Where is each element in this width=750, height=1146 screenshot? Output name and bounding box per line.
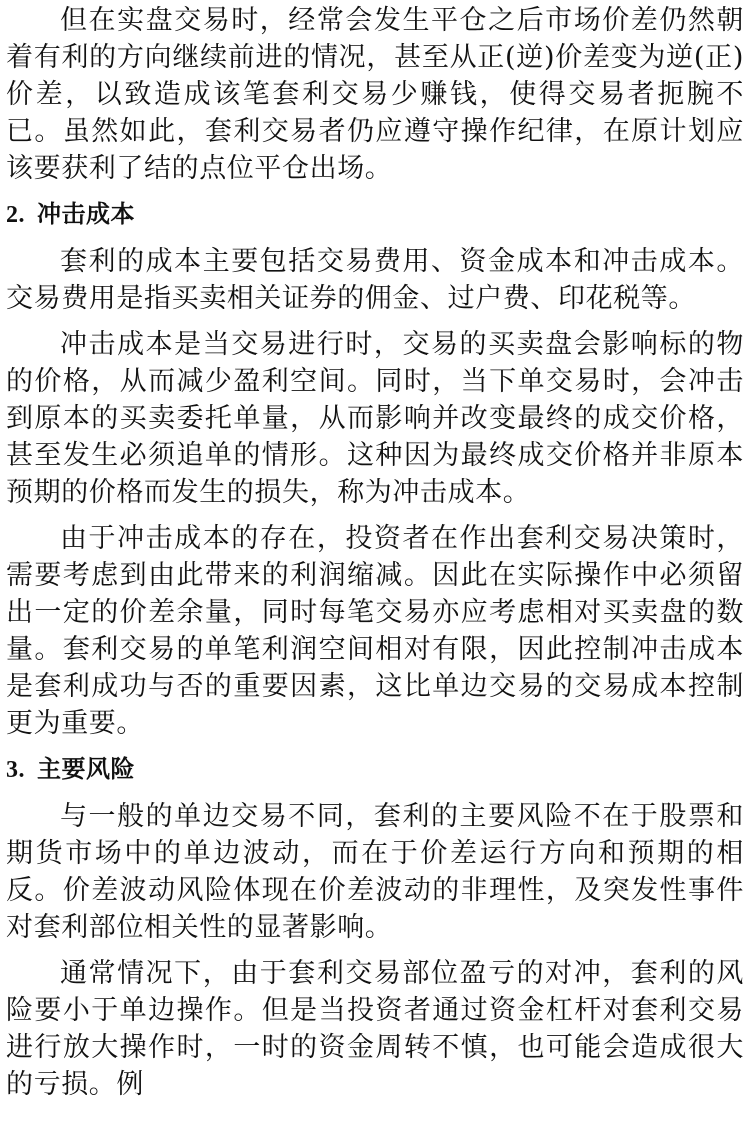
paragraph-spread-risk: 与一般的单边交易不同，套利的主要风险不在于股票和期货市场中的单边波动，而在于价差运行方向和预期的相反。价差波动风险体现在价差波动的非理性，及突发性事件对套利部位相关性的显著影响。 <box>6 801 744 943</box>
section-heading-impact-cost <box>6 196 744 234</box>
paragraph-arbitrage-costs: 套利的成本主要包括交易费用、资金成本和冲击成本。交易费用是指买卖相关证券的佣金、过户费、印花税等。 <box>6 246 744 314</box>
section-title: 冲击成本 <box>37 200 135 228</box>
section-number: 2. <box>6 202 25 228</box>
section-heading-main-risks <box>6 751 744 789</box>
paragraph-closing-positions: 但在实盘交易时，经常会发生平仓之后市场价差仍然朝着有利的方向继续前进的情况，甚至从正(逆)价差变为逆(正)价差，以致造成该笔套利交易少赚钱，使得交易者扼腕不已。虽然如此，套利交易者仍应遵守操作纪律，在原计划应该要获利了结的点位平仓出场。 <box>6 5 744 184</box>
paragraph-impact-cost-definition: 冲击成本是当交易进行时，交易的买卖盘会影响标的物的价格，从而减少盈利空间。同时，当下单交易时，会冲击到原本的买卖委托单量，从而影响并改变最终的成交价格，甚至发生必须追单的情形。这种因为最终成交价格并非原本预期的价格而发生的损失，称为冲击成本。 <box>6 329 744 508</box>
paragraph-impact-cost-control: 由于冲击成本的存在，投资者在作出套利交易决策时，需要考虑到由此带来的利润缩减。因此在实际操作中必须留出一定的价差余量，同时每笔交易亦应考虑相对买卖盘的数量。套利交易的单笔利润空间相对有限，因此控制冲击成本是套利成功与否的重要因素，这比单边交易的交易成本控制更为重要。 <box>6 523 744 739</box>
section-title: 主要风险 <box>37 755 135 783</box>
section-number: 3. <box>6 757 25 783</box>
document-page <box>6 2 744 1112</box>
paragraph-leverage-risk: 通常情况下，由于套利交易部位盈亏的对冲，套利的风险要小于单边操作。但是当投资者通过资金杠杆对套利交易进行放大操作时，一时的资金周转不慎，也可能会造成很大的亏损。例 <box>6 958 744 1100</box>
